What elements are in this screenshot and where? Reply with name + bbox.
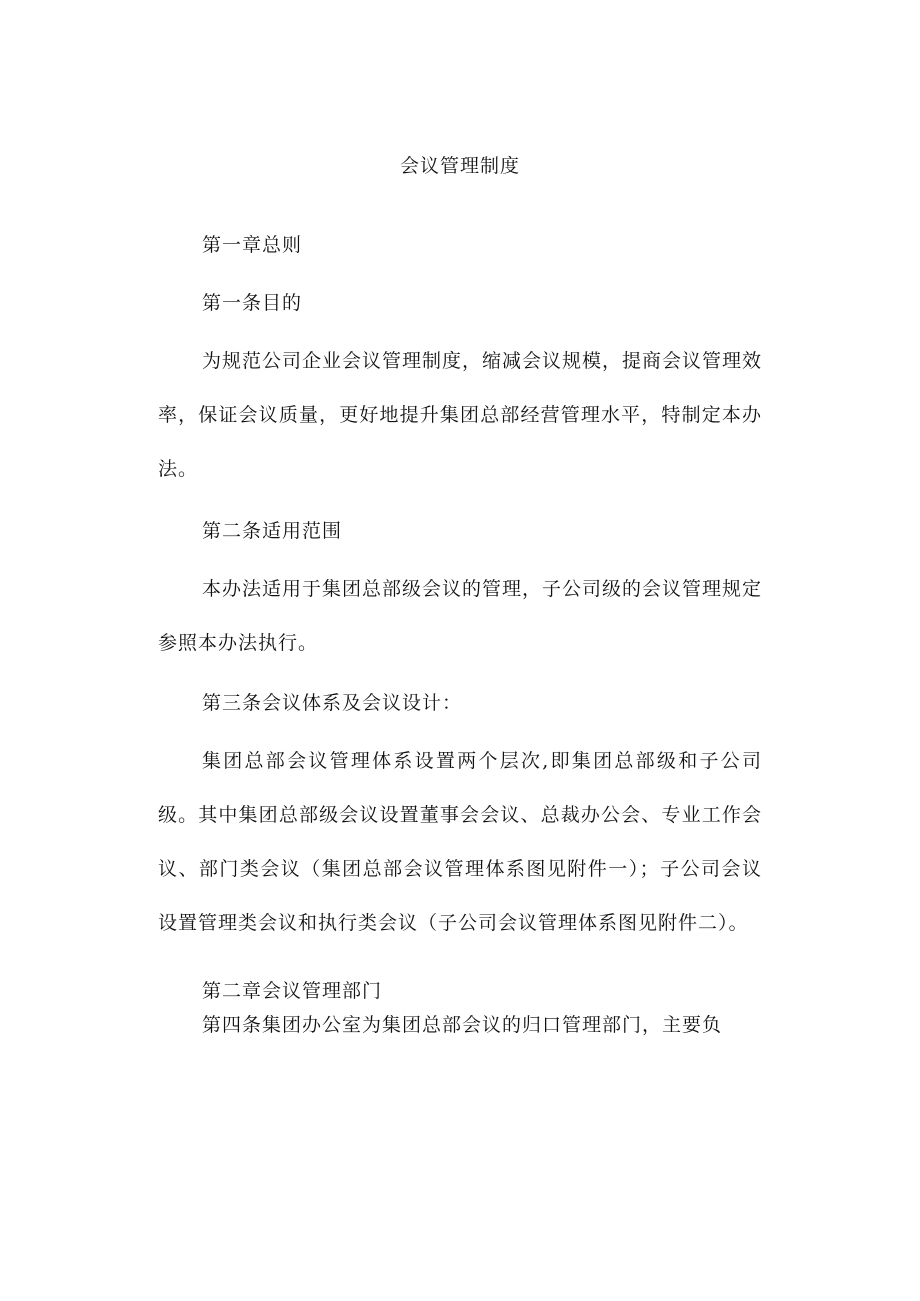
chapter-1-heading: 第一章总则 xyxy=(202,234,303,256)
article-2-paragraph: 本办法适用于集团总部级会议的管理，子公司级的会议管理规定参照本办法执行。 xyxy=(158,578,763,654)
document-title: 会议管理制度 xyxy=(399,155,520,177)
article-4-paragraph: 第四条集团办公室为集团总部会议的归口管理部门，主要负 xyxy=(202,1014,723,1036)
article-1-paragraph: 为规范公司企业会议管理制度，缩减会议规模，提商会议管理效率，保证会议质量，更好地提升集团总部经营管理水平，特制定本办法。 xyxy=(158,350,763,480)
article-2-heading: 第二条适用范围 xyxy=(202,520,343,542)
article-1-heading: 第一条目的 xyxy=(202,292,303,314)
article-3-heading: 第三条会议体系及会议设计： xyxy=(202,692,463,714)
article-3-paragraph: 集团总部会议管理体系设置两个层次,即集团总部级和子公司级。其中集团总部级会议设置董事会会议、总裁办公会、专业工作会议、部门类会议（集团总部会议管理体系图见附件一）；子公司会议设置管理类会议和执行类会议（子公司会议管理体系图见附件二）。 xyxy=(158,750,762,934)
chapter-2-heading: 第二章会议管理部门 xyxy=(202,980,383,1002)
